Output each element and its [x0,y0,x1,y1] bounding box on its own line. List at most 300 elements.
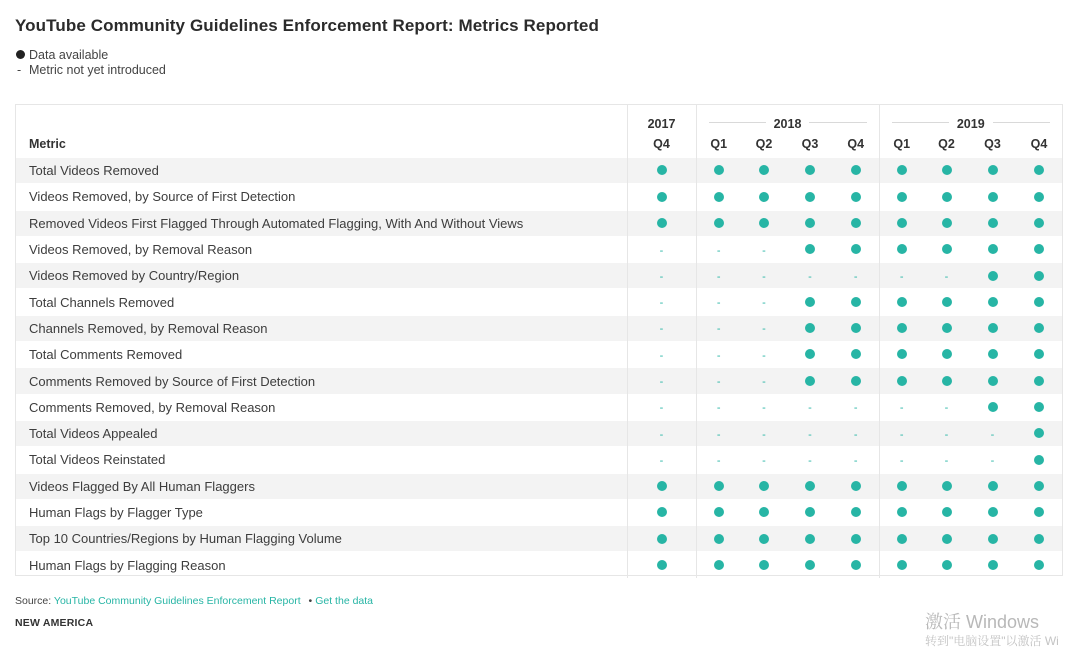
data-available-dot-icon [942,244,952,254]
value-cell [969,315,1016,341]
value-cell [969,499,1016,525]
value-cell [1016,526,1062,552]
value-cell [1016,184,1062,210]
value-cell [627,473,696,499]
metric-name: Videos Removed, by Removal Reason [16,236,627,262]
data-available-dot-icon [657,507,667,517]
value-cell [833,552,879,578]
data-available-dot-icon [988,507,998,517]
not-introduced-dash-icon: - [944,428,949,441]
value-cell [969,420,1016,446]
not-introduced-dash-icon: - [808,428,812,441]
table-row [16,342,1062,368]
value-cell [833,158,879,184]
data-available-dot-icon [805,507,815,517]
value-cell [969,447,1016,473]
value-cell [969,368,1016,394]
data-available-dot-icon [805,323,815,333]
value-cell [833,210,879,236]
metric-name: Total Videos Removed [16,158,627,184]
table-row [16,499,1062,525]
value-cell [741,368,787,394]
value-cell [924,499,969,525]
value-cell [627,420,696,446]
value-cell [1016,499,1062,525]
value-cell [627,263,696,289]
value-cell [879,289,924,315]
not-introduced-dash-icon: - [659,270,664,283]
table-row [16,420,1062,446]
value-cell [787,263,833,289]
value-cell [696,315,741,341]
data-available-dot-icon [657,560,667,570]
data-available-dot-icon [942,349,952,359]
not-introduced-dash-icon: - [716,270,721,283]
source-report-link[interactable]: YouTube Community Guidelines Enforcement Report [53,595,301,607]
data-available-dot-icon [714,165,724,175]
not-introduced-dash-icon: - [659,297,664,310]
data-available-dot-icon [805,534,815,544]
data-available-dot-icon [988,244,998,254]
value-cell [924,342,969,368]
value-cell [1016,342,1062,368]
value-cell [924,447,969,473]
table-row [16,368,1062,394]
not-introduced-dash-icon: - [659,454,664,467]
data-available-dot-icon [805,297,815,307]
value-cell [833,342,879,368]
legend-available-label: Data available [29,47,109,62]
value-cell [741,315,787,341]
value-cell [924,394,969,420]
not-introduced-dash-icon: - [899,270,904,283]
data-available-dot-icon [988,534,998,544]
value-cell [787,315,833,341]
value-cell [924,552,969,578]
value-cell [627,526,696,552]
data-available-dot-icon [942,534,952,544]
value-cell [627,499,696,525]
metric-name: Total Videos Reinstated [16,447,627,473]
data-available-dot-icon [897,323,907,333]
table-row [16,236,1062,262]
data-available-dot-icon [897,192,907,202]
data-available-dot-icon [988,323,998,333]
source-prefix: Source: [15,595,52,607]
not-introduced-dash-icon: - [762,297,766,310]
quarter-header-2017-Q4: Q4 [627,131,696,158]
value-cell [1016,158,1062,184]
data-available-dot-icon [805,192,815,202]
quarter-header-row [16,131,1062,158]
get-data-link[interactable]: Get the data [315,595,374,607]
data-available-dot-icon [714,534,724,544]
not-introduced-dash-icon: - [899,454,904,467]
data-available-dot-icon [988,402,998,412]
value-cell [741,420,787,446]
value-cell [879,526,924,552]
value-cell [627,368,696,394]
value-cell [627,342,696,368]
value-cell [924,526,969,552]
not-introduced-dash-icon: - [944,454,949,467]
not-introduced-dash-icon: - [808,402,812,415]
value-cell [833,315,879,341]
not-introduced-dash-icon: - [899,428,904,441]
value-cell [879,263,924,289]
data-available-dot-icon [1034,534,1044,544]
value-cell [969,552,1016,578]
metric-name: Top 10 Countries/Regions by Human Flagging Volume [16,526,627,552]
data-available-dot-icon [805,560,815,570]
value-cell [741,342,787,368]
data-available-dot-icon [942,481,952,491]
value-cell [969,210,1016,236]
value-cell [879,394,924,420]
value-cell [741,184,787,210]
table-row [16,289,1062,315]
windows-activation-watermark-subtitle: 转到"电脑设置"以激活 Wi [925,634,1059,648]
table-row [16,315,1062,341]
value-cell [879,236,924,262]
value-cell [833,420,879,446]
not-introduced-dash-icon: - [716,297,721,310]
data-available-dot-icon [851,297,861,307]
value-cell [787,499,833,525]
year-label: 2017 [640,117,684,131]
legend [15,47,166,77]
data-available-dot-icon [657,218,667,228]
data-available-dot-icon [897,349,907,359]
value-cell [627,289,696,315]
value-cell [833,447,879,473]
source-separator: • [308,595,313,607]
not-introduced-dash-icon: - [716,376,721,389]
not-introduced-dash-icon: - [762,376,766,389]
data-available-dot-icon [805,481,815,491]
value-cell [787,236,833,262]
value-cell [1016,368,1062,394]
value-cell [787,368,833,394]
data-available-dot-icon [714,507,724,517]
not-introduced-dash-icon: - [716,428,721,441]
data-available-dot-icon [851,218,861,228]
not-introduced-dash-icon: - [762,323,766,336]
metric-name: Videos Removed, by Source of First Detection [16,184,627,210]
data-available-dot-icon [657,481,667,491]
metric-name: Total Videos Appealed [16,420,627,446]
quarter-header-2019-Q2: Q2 [938,137,955,151]
data-available-dot-icon [805,349,815,359]
value-cell [696,447,741,473]
value-cell [879,420,924,446]
legend-not-introduced-label: Metric not yet introduced [29,62,166,77]
not-introduced-dash-icon: - [762,244,766,257]
value-cell [627,236,696,262]
value-cell [879,368,924,394]
value-cell [741,289,787,315]
year-header-2017 [627,105,696,131]
data-available-dot-icon [851,507,861,517]
metric-name: Comments Removed by Source of First Detection [16,368,627,394]
value-cell [1016,236,1062,262]
data-available-dot-icon [1034,402,1044,412]
value-cell [1016,263,1062,289]
data-available-dot-icon [851,349,861,359]
data-available-dot-icon [851,534,861,544]
value-cell [787,158,833,184]
year-header-row [16,105,1062,131]
table-row [16,210,1062,236]
not-introduced-dash-icon: - [659,349,664,362]
not-introduced-dash-icon: - [659,323,664,336]
quarter-header-2018-Q3: Q3 [801,137,819,151]
not-introduced-dash-icon: - [990,428,995,441]
not-introduced-dash-icon: - [853,270,858,283]
metric-name: Comments Removed, by Removal Reason [16,394,627,420]
data-available-dot-icon [1034,271,1044,281]
value-cell [924,289,969,315]
value-cell [787,342,833,368]
metric-name: Total Comments Removed [16,342,627,368]
value-cell [696,263,741,289]
data-available-dot-icon [942,165,952,175]
value-cell [1016,289,1062,315]
value-cell [969,289,1016,315]
value-cell [787,210,833,236]
data-available-dot-icon [759,192,769,202]
value-cell [787,289,833,315]
table-row [16,158,1062,184]
value-cell [924,368,969,394]
data-available-dot-icon [851,192,861,202]
value-cell [924,158,969,184]
data-available-dot-icon [851,165,861,175]
data-available-dot-icon [1034,323,1044,333]
data-available-dot-icon [988,165,998,175]
data-available-dot-icon [897,297,907,307]
data-available-dot-icon [1034,481,1044,491]
data-available-dot-icon [942,218,952,228]
data-available-dot-icon [942,560,952,570]
metric-name: Videos Removed by Country/Region [16,263,627,289]
data-available-dot-icon [759,507,769,517]
value-cell [969,394,1016,420]
value-cell [696,289,741,315]
year-label: 2019 [949,117,993,131]
metric-name: Videos Flagged By All Human Flaggers [16,473,627,499]
value-cell [879,315,924,341]
quarter-header-2018-Q1: Q1 [696,131,741,158]
metric-column-header: Metric [29,137,66,151]
value-cell [696,158,741,184]
not-introduced-dash-icon: - [716,244,721,257]
data-available-dot-icon [1034,560,1044,570]
year-header-spacer [16,105,627,131]
data-available-dot-icon [1034,218,1044,228]
not-introduced-dash-icon: - [659,428,664,441]
value-cell [969,526,1016,552]
value-cell [787,184,833,210]
not-introduced-dash-icon: - [853,402,858,415]
not-introduced-dash-icon: - [944,270,949,283]
value-cell [969,158,1016,184]
value-cell [741,158,787,184]
legend-dash-icon: - [17,62,22,77]
quarter-header-2018-Q2: Q2 [755,137,773,151]
data-available-dot-icon [714,192,724,202]
data-available-dot-icon [714,560,724,570]
quarter-header-2019-Q1: Q1 [879,131,924,158]
value-cell [741,473,787,499]
data-available-dot-icon [851,481,861,491]
value-cell [924,184,969,210]
not-introduced-dash-icon: - [659,244,664,257]
value-cell [627,184,696,210]
value-cell [627,447,696,473]
data-available-dot-icon [759,165,769,175]
not-introduced-dash-icon: - [899,402,904,415]
value-cell [787,447,833,473]
value-cell [833,368,879,394]
value-cell [879,210,924,236]
not-introduced-dash-icon: - [762,349,766,362]
value-cell [1016,473,1062,499]
metric-name: Human Flags by Flagging Reason [16,552,627,578]
value-cell [833,263,879,289]
value-cell [833,499,879,525]
value-cell [741,499,787,525]
data-available-dot-icon [942,323,952,333]
value-cell [627,315,696,341]
value-cell [1016,394,1062,420]
data-available-dot-icon [897,218,907,228]
value-cell [741,210,787,236]
metrics-table-container [15,104,1063,576]
value-cell [879,447,924,473]
data-available-dot-icon [1034,507,1044,517]
data-available-dot-icon [1034,428,1044,438]
value-cell [787,420,833,446]
table-row [16,184,1062,210]
data-available-dot-icon [897,560,907,570]
value-cell [833,236,879,262]
value-cell [787,526,833,552]
value-cell [627,552,696,578]
value-cell [787,394,833,420]
data-available-dot-icon [897,244,907,254]
data-available-dot-icon [1034,192,1044,202]
value-cell [696,210,741,236]
value-cell [627,210,696,236]
value-cell [696,394,741,420]
value-cell [696,368,741,394]
not-introduced-dash-icon: - [716,402,721,415]
value-cell [833,184,879,210]
value-cell [924,263,969,289]
data-available-dot-icon [988,349,998,359]
not-introduced-dash-icon: - [853,428,858,441]
value-cell [833,289,879,315]
table-row [16,394,1062,420]
data-available-dot-icon [942,507,952,517]
data-available-dot-icon [851,376,861,386]
legend-item-not-introduced [15,62,166,77]
value-cell [833,526,879,552]
data-available-dot-icon [988,481,998,491]
not-introduced-dash-icon: - [762,270,766,283]
not-introduced-dash-icon: - [716,454,721,467]
value-cell [787,473,833,499]
value-cell [787,552,833,578]
value-cell [833,473,879,499]
data-available-dot-icon [805,376,815,386]
not-introduced-dash-icon: - [853,454,858,467]
value-cell [969,263,1016,289]
value-cell [741,447,787,473]
value-cell [924,420,969,446]
data-available-dot-icon [1034,376,1044,386]
value-cell [741,236,787,262]
table-row [16,473,1062,499]
value-cell [741,552,787,578]
value-cell [879,552,924,578]
data-available-dot-icon [657,192,667,202]
data-available-dot-icon [759,560,769,570]
brand-name: NEW AMERICA [15,617,94,629]
data-available-dot-icon [1034,455,1044,465]
value-cell [1016,552,1062,578]
value-cell [1016,210,1062,236]
data-available-dot-icon [714,218,724,228]
value-cell [879,342,924,368]
data-available-dot-icon [897,507,907,517]
data-available-dot-icon [988,192,998,202]
metric-name: Human Flags by Flagger Type [16,499,627,525]
value-cell [969,473,1016,499]
value-cell [879,499,924,525]
value-cell [833,394,879,420]
not-introduced-dash-icon: - [762,402,766,415]
value-cell [696,184,741,210]
metric-name: Channels Removed, by Removal Reason [16,315,627,341]
data-available-dot-icon [897,376,907,386]
metric-name: Total Channels Removed [16,289,627,315]
not-introduced-dash-icon: - [762,454,766,467]
value-cell [696,473,741,499]
data-available-dot-icon [805,165,815,175]
year-header-2019 [879,105,1062,131]
data-available-dot-icon [988,376,998,386]
table-row [16,552,1062,578]
data-available-dot-icon [714,481,724,491]
data-available-dot-icon [657,534,667,544]
data-available-dot-icon [851,244,861,254]
value-cell [627,394,696,420]
data-available-dot-icon [657,165,667,175]
metric-name: Removed Videos First Flagged Through Automated Flagging, With And Without Views [16,210,627,236]
windows-activation-watermark-title: 激活 Windows [925,612,1040,632]
data-available-dot-icon [805,218,815,228]
value-cell [879,184,924,210]
not-introduced-dash-icon: - [808,454,812,467]
quarter-header-2019-Q4: Q4 [1030,137,1048,151]
value-cell [924,210,969,236]
data-available-dot-icon [897,534,907,544]
data-available-dot-icon [942,297,952,307]
table-row [16,526,1062,552]
data-available-dot-icon [1034,297,1044,307]
